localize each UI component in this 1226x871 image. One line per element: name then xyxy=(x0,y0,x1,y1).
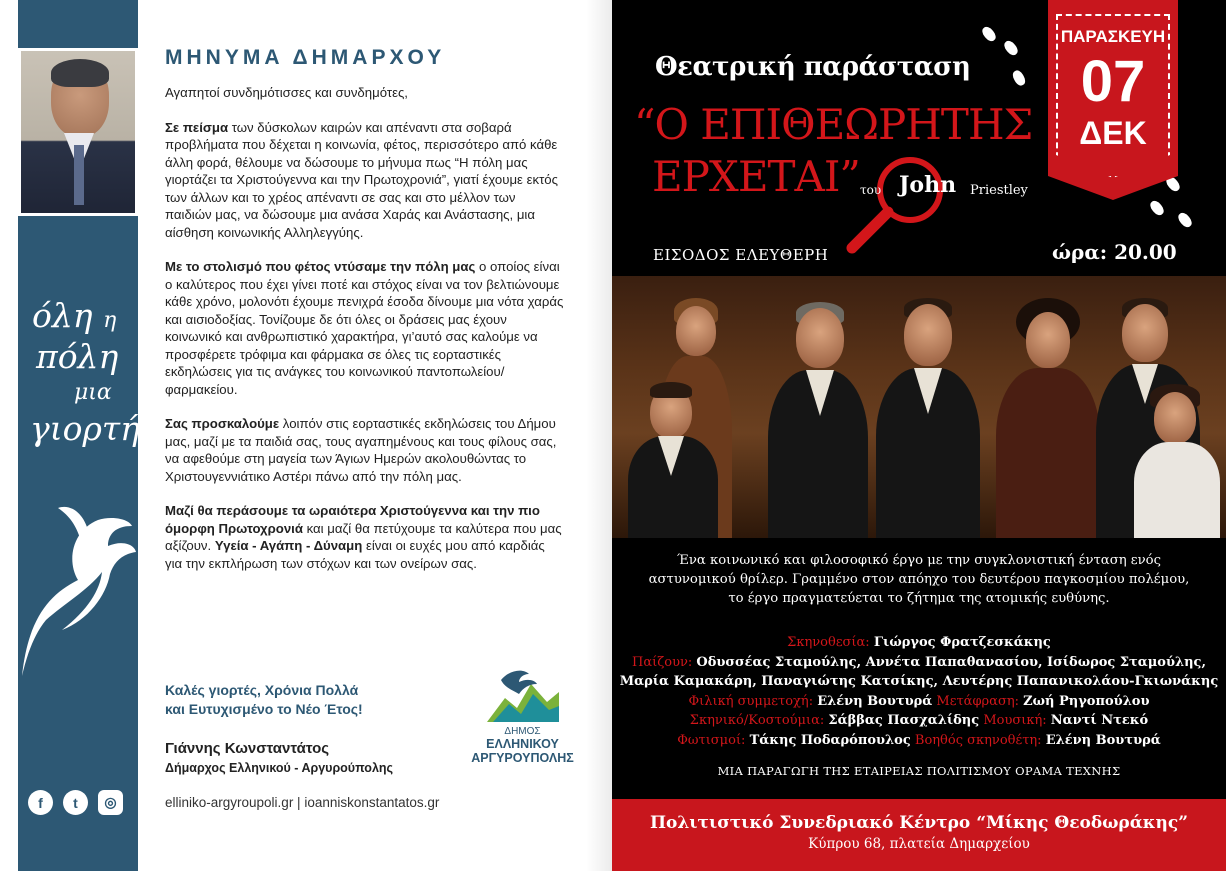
footprint-icon xyxy=(1176,211,1194,230)
show-time: ώρα: 20.00 xyxy=(1052,240,1177,264)
website-links[interactable]: elliniko-argyroupoli.gr | ioanniskonstantatos.gr xyxy=(165,795,440,810)
facebook-icon[interactable]: f xyxy=(28,790,53,815)
production-company: ΜΙΑ ΠΑΡΑΓΩΓΗ ΤΗΣ ΕΤΑΙΡΕΙΑΣ ΠΟΛΙΤΙΣΜΟΥ ΟΡΑΜΑ ΤΕΧΝΗΣ xyxy=(717,764,1121,778)
closing-wishes: Καλές γιορτές, Χρόνια Πολλά και Ευτυχισμένο το Νέο Έτος! xyxy=(165,682,363,717)
greeting: Αγαπητοί συνδημότισσες και συνδημότες, xyxy=(165,85,408,100)
event-type: Θεατρική παράσταση xyxy=(655,52,971,82)
paragraph-4: Μαζί θα περάσουμε τα ωραιότερα Χριστούγεννα και την πιο όμορφη Πρωτοχρονιά και μαζί θα πετύχουμε τα καλύτερα που μας αξίζουν. Υγεία - Αγάπη - Δύναμη είναι οι ευχές μου από καρδιάς για την εκπλήρωση των στόχων και των ονείρων σας. xyxy=(165,503,562,571)
twitter-icon[interactable]: t xyxy=(63,790,88,815)
social-links xyxy=(28,790,123,815)
mayor-message-page xyxy=(0,0,612,871)
message-title: ΜΗΝΥΜΑ ΔΗΜΑΡΧΟΥ xyxy=(165,46,446,69)
footprint-icon xyxy=(1002,39,1020,58)
play-title-line-1: “Ο ΕΠΙΘΕΩΡΗΤΗΣ xyxy=(634,100,1033,149)
cast-photo xyxy=(612,276,1226,538)
footprint-icon xyxy=(1011,69,1028,88)
venue-bar xyxy=(612,799,1226,871)
slogan: όλη η πόλη μια γιορτή xyxy=(30,296,140,448)
date-badge xyxy=(1048,0,1178,200)
footprint-icon xyxy=(980,25,998,44)
date-month: ΔΕΚ xyxy=(1079,115,1147,151)
municipality-emblem-icon xyxy=(483,662,563,726)
author-last-name: Priestley xyxy=(970,183,1028,198)
play-description: Ένα κοινωνικό και φιλοσοφικό έργο με την συγκλονιστική ένταση ενός αστυνομικού θρίλερ. Γραμμένο στον απόηχο του δευτέρου παγκοσμίου πολέμου, το έργο πραγματεύεται το ζήτημα της ατομικής ευθύνης. xyxy=(648,553,1190,606)
author-prefix: του xyxy=(860,183,882,197)
free-entry: ΕΙΣΟΔΟΣ ΕΛΕΥΘΕΡΗ xyxy=(653,246,829,264)
paragraph-3: Σας προσκαλούμε λοιπόν στις εορταστικές εκδηλώσεις του Δήμου μας, μαζί με τα παιδιά σας, τους αγαπημένους και τους φίλους σας, να αφεθούμε στη μαγεία των Άγιων Ημερών ακολουθώντας το Χριστουγεννιάτικο Αστέρι πάνω από την πόλη μας. xyxy=(165,416,557,484)
paragraph-2: Με το στολισμό που φέτος ντύσαμε την πόλη μας ο οποίος είναι ο καλύτερος που έχει γίνει ποτέ και στόχος είναι να τον βελτιώνουμε κάθε χρόνο, μολονότι έχουμε πενιχρά έσοδα δίνουμε μια νότα χαράς και αισιοδοξίας. Τονίζουμε δε ότι όλες οι δράσεις μας έχουν κοινωνικό και ανθρωπιστικό χαρακτήρα, γι’αυτό σας καλούμε να προσφέρετε τρόφιμα και φάρμακα σε όλες τις εορταστικές εκδηλώσεις για τις ανάγκες του κοινωνικού παντοπωλείου/φαρμακείου. xyxy=(165,259,564,397)
message-body xyxy=(165,84,565,589)
signer-role: Δήμαρχος Ελληνικού - Αργυρούπολης xyxy=(165,761,394,775)
venue-address: Κύπρου 68, πλατεία Δημαρχείου xyxy=(808,836,1030,852)
signer-name: Γιάννης Κωνσταντάτος xyxy=(165,740,330,757)
date-weekday: ΠΑΡΑΣΚΕΥΗ xyxy=(1060,27,1166,46)
page-fold xyxy=(586,0,612,871)
date-number: 07 xyxy=(1080,49,1146,114)
mayor-portrait xyxy=(18,48,138,216)
municipality-logo: ΔΗΜΟΣ ΕΛΛΗΝΙΚΟΥ ΑΡΓΥΡΟΥΠΟΛΗΣ xyxy=(465,662,580,777)
theatre-poster-page xyxy=(612,0,1226,871)
magnifier-icon xyxy=(844,148,964,268)
author-first-name: John xyxy=(899,172,957,198)
instagram-icon[interactable]: ◎ xyxy=(98,790,123,815)
footprint-icon xyxy=(1148,199,1166,218)
venue-name: Πολιτιστικό Συνεδριακό Κέντρο “Μίκης Θεοδωράκης” xyxy=(649,813,1189,833)
credits: Σκηνοθεσία: Γιώργος Φρατζεσκάκης Παίζουν: Οδυσσέας Σταμούλης, Αννέτα Παπαθανασίου, Ισίδωρος Σταμούλης, Μαρία Καμακάρη, Παναγιώτης Κατσίκης, Λευτέρης Παπανικολάου-Γκιωνάκης Φιλική συμμετοχή: Ελένη Βουτυρά Μετάφραση: Ζωή Ρηγοπούλου Σκηνικό/Κοστούμια: Σάββας Πασχαλίδης Μουσική: Ναντί Ντεκό Φωτισμοί: Τάκης Ποδαρόπουλος Βοηθός σκηνοθέτη: Ελένη Βουτυρά xyxy=(619,635,1219,748)
play-title-line-2: ΕΡΧΕΤΑΙ” xyxy=(652,152,860,201)
dove-icon xyxy=(18,500,138,680)
paragraph-1: Σε πείσμα των δύσκολων καιρών και απέναντι στα σοβαρά προβλήματα που δέχεται η κοινωνία, φέτος, περισσότερο από κάθε άλλη φορά, θέλουμε να δώσουμε το μήνυμα πως “Η πόλη μας γιορτάζει τα Χριστούγεννα και την Πρωτοχρονιά”, γιατί έχουμε εκτός των άλλων και το χρέος απέναντι σε σας και στο μέλλον των παιδιών μας, να δώσουμε μια ανάσα Χαράς και Ανάστασης, μια αίσθηση κοινωνικής Αλληλεγγύης. xyxy=(165,119,558,240)
